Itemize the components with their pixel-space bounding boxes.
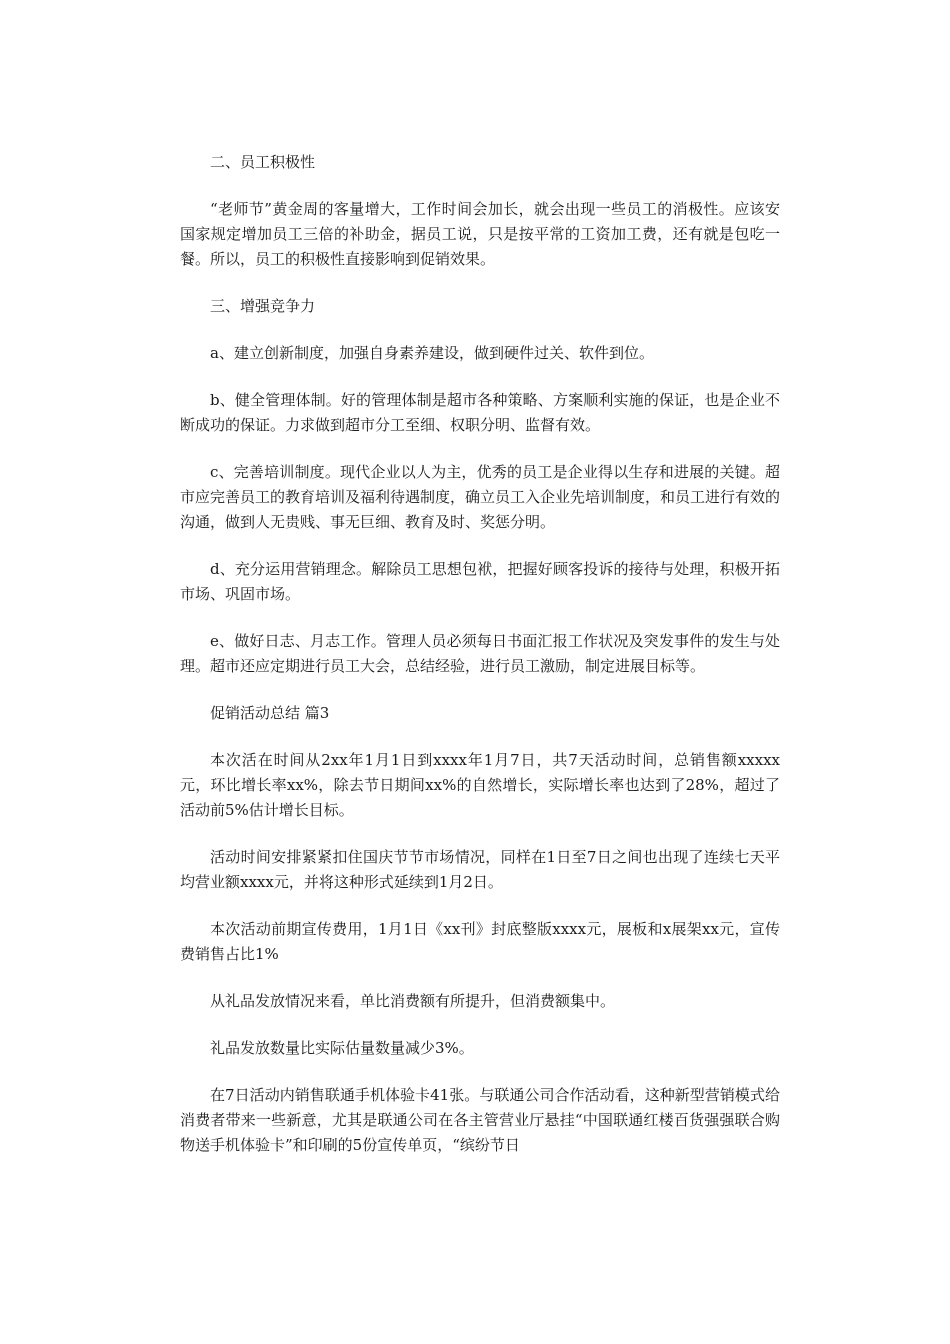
- paragraph-item-e: e、做好日志、月志工作。管理人员必须每日书面汇报工作状况及突发事件的发生与处理。超市还应定期进行员工大会，总结经验，进行员工激励，制定进展目标等。: [180, 632, 780, 675]
- paragraph-activity-time: 本次活在时间从2xx年1月1日到xxxx年1月7日，共7天活动时间，总销售额xxxxx元，环比增长率xx%，除去节日期间xx%的自然增长，实际增长率也达到了28%，超过了活动前5%估计增长目标。: [180, 751, 780, 819]
- paragraph-item-b: b、健全管理体制。好的管理体制是超市各种策略、方案顺利实施的保证，也是企业不断成功的保证。力求做到超市分工至细、权职分明、监督有效。: [180, 391, 780, 434]
- section-heading-employee-motivation: 二、员工积极性: [210, 153, 316, 171]
- paragraph-promotion-cost: 本次活动前期宣传费用，1月1日《xx刊》封底整版xxxx元，展板和x展架xx元，宣传费销售占比1%: [180, 920, 780, 963]
- paragraph-gift-distribution: 从礼品发放情况来看，单比消费额有所提升，但消费额集中。: [210, 992, 616, 1010]
- paragraph-gift-quantity: 礼品发放数量比实际估量数量减少3%。: [210, 1039, 474, 1057]
- paragraph-item-d: d、充分运用营销理念。解除员工思想包袱，把握好顾客投诉的接待与处理，积极开拓市场、巩固市场。: [180, 560, 780, 603]
- paragraph-employee-motivation: “老师节”黄金周的客量增大，工作时间会加长，就会出现一些员工的消极性。应该安国家规定增加员工三倍的补助金，据员工说，只是按平常的工资加工费，还有就是包吃一餐。所以，员工的积极性直接影响到促销效果。: [180, 200, 780, 268]
- paragraph-item-c: c、完善培训制度。现代企业以人为主，优秀的员工是企业得以生存和进展的关键。超市应完善员工的教育培训及福利待遇制度，确立员工入企业先培训制度，和员工进行有效的沟通，做到人无贵贱、事无巨细、教育及时、奖惩分明。: [180, 463, 781, 531]
- document-page: [180, 150, 780, 1180]
- section-heading-competitiveness: 三、增强竞争力: [210, 297, 316, 315]
- paragraph-unicom-cards: 在7日活动内销售联通手机体验卡41张。与联通公司合作活动看，这种新型营销模式给消费者带来一些新意，尤其是联通公司在各主管营业厅悬挂“中国联通红楼百货强强联合购物送手机体验卡”和印刷的5份宣传单页，“缤纷节日: [180, 1086, 780, 1154]
- section-title-summary-3: 促销活动总结 篇3: [210, 704, 330, 722]
- paragraph-item-a: a、建立创新制度，加强自身素养建设，做到硬件过关、软件到位。: [210, 344, 654, 362]
- paragraph-schedule: 活动时间安排紧紧扣住国庆节节市场情况，同样在1日至7日之间也出现了连续七天平均营业额xxxx元，并将这种形式延续到1月2日。: [180, 848, 780, 891]
